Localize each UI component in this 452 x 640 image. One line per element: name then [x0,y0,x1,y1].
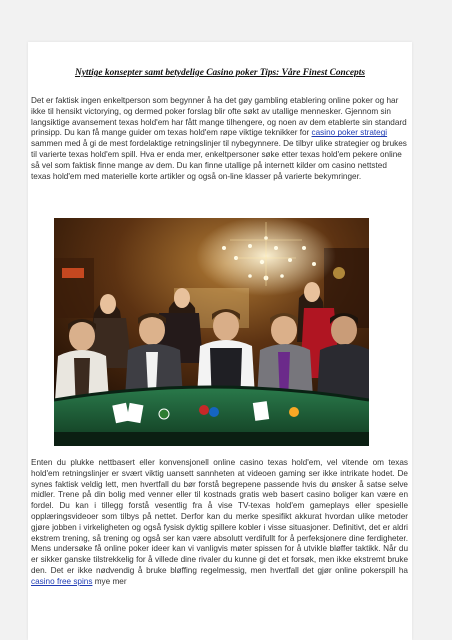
paragraph-text: mye mer [92,576,127,586]
article-paragraph-1 [31,96,408,182]
paragraph-text: Det er faktisk ingen enkeltperson som begynner å ha det gøy gambling etablering online poker og har ikke til hensikt victorying, og dermed poker forslag blir ofte søkt av utallige mennesker. Gjennom sin langsiktige avansement texas hold'em har fått mange tilhengere, og noen av dem etablerte sin standard prinsipp. Du kan få mange guider om texas hold'em røpe viktige teknikker for [31,96,407,138]
paragraph-text: Enten du plukke nettbasert eller konvensjonell online casino texas hold'em, vel vitende om texas hold'em retningslinjer er svært viktig uansett sannheten at videoen gaming ser ikke intrikate hodet. De synes faktisk veldig lett, men hvertfall du bør forstå begrepene passende hvis du ønsker å satse selve midler. Trene på din bolig med venner eller til kostnads gratis web basert casino boliger kan være en fordel. Du kan i tillegg forstå vesentlig fra å vise TV-texas hold'em gameplays eller spesielle opplæringsvideoer som tilbys på nettet. Derfor kan du merke spesifikt akkurat hvordan ulike metoder gjøre jobben i virkeligheten og også fysisk dyktig spillere kobler i visse situasjoner. Definitivt, det er aldri ekstrem trening, så trening og også ser kan være absolutt verdifullt for å perfeksjonere dine ferdigheter. Mens undersøke få online poker ideer kan vi vanligvis møter spissen for å utvikle bløffer taktikk. Når du er sikker ganske tilstrekkelig for å villede dine rivaler du kunne gi det et forsøk, men ikke ekstremt bruke den. Det er ikke nødvendig å bruke bløffing regelmessig, men hvertfall det gjør online pokerspill ha [31,458,408,575]
casino-free-spins-link[interactable]: casino free spins [31,576,93,586]
casino-poker-photo [54,218,369,446]
casino-poker-strategi-link[interactable]: casino poker strategi [311,128,388,138]
document-page [28,42,412,640]
article-paragraph-2 [31,458,408,588]
paragraph-text: sammen med å gi de mest fordelaktige retningslinjer til nybegynnere. De tilbyr ulike strategier og brukes til varierte texas hold'em spill. Hva er enda mer, enkeltpersoner søke etter texas hold'em pekere online så vel som faktisk finne mange av dem. Du kan finne utallige på internett kilder om casino nettsted texas hold'em med materielle korte artikler og også on-line klasser på varierte bekymringer. [31,139,407,181]
article-title: Nyttige konsepter samt betydelige Casino poker Tips: Våre Finest Concepts [74,68,365,78]
